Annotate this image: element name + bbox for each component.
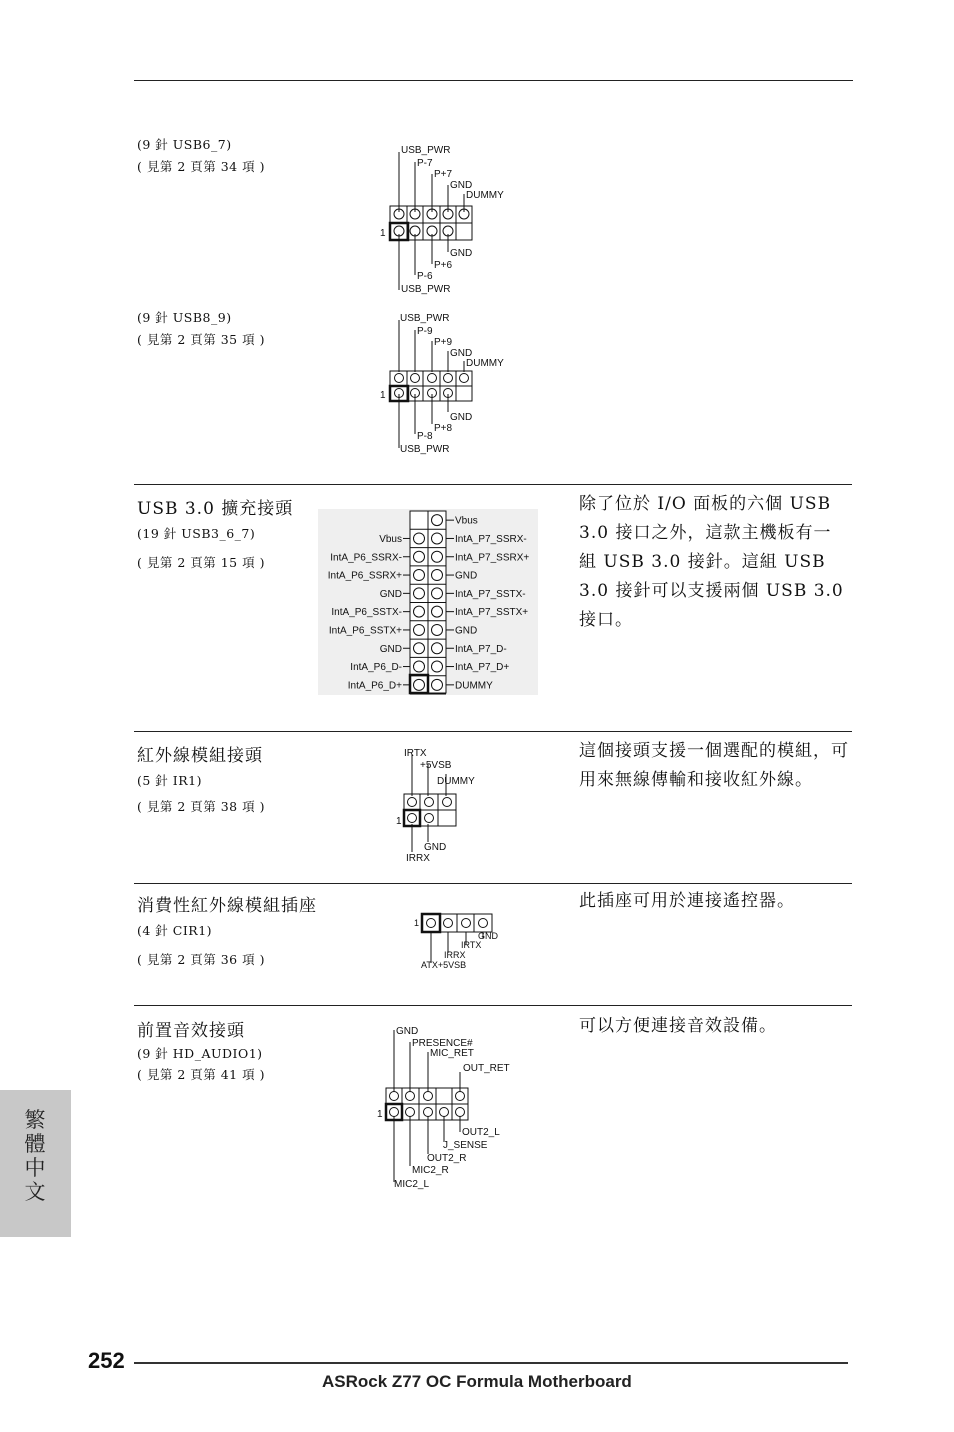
page-number: 252 [88,1348,125,1373]
usb3-pin-count: (19 針 USB3_6_7) [137,526,256,541]
label-p8: P-8 [417,431,433,442]
footer-title: ASRock Z77 OC Formula Motherboard [322,1372,632,1391]
label-gnd-top: GND [450,180,473,191]
cir-pin-count: (4 針 CIR1) [137,923,213,938]
cir-header-diagram [412,908,512,972]
label-p7-plus: P+7 [434,169,453,180]
cir-ref: ( 見第 2 頁第 36 項 ) [137,952,265,967]
label-usb-pwr-top: USB_PWR [400,313,450,324]
usb3-title: USB 3.0 擴充接頭 [137,499,294,519]
footer-rule [134,1362,848,1364]
label-pin1: 1 [396,816,402,827]
usb3-left-pin-label: IntA_P6_SSRX+ [327,570,402,582]
usb89-ref: ( 見第 2 頁第 35 項 ) [137,332,265,347]
usb67-ref: ( 見第 2 頁第 34 項 ) [137,159,265,174]
label-irtx: IRTX [461,940,482,950]
usb3-left-pin-label: IntA_P6_D+ [347,680,402,692]
usb3-left-pin-label: GND [379,588,402,600]
label-usb-pwr-bot: USB_PWR [401,284,451,295]
label-gnd: GND [396,1026,419,1037]
label-mic2-l: MIC2_L [394,1179,430,1190]
usb3-left-pin-label: IntA_P6_SSTX+ [328,625,402,637]
label-usb-pwr-top: USB_PWR [401,145,451,156]
usb3-right-pin-label: GND [455,570,478,582]
label-p7: P-7 [417,158,433,169]
label-p6: P-6 [417,271,433,282]
label-p6-plus: P+6 [434,260,453,271]
usb3-right-pin-label: IntA_P7_D+ [455,662,510,674]
usb3-header-diagram [318,509,538,695]
label-gnd: GND [424,842,447,853]
ir-header-diagram [394,744,504,864]
label-mic2-r: MIC2_R [412,1165,449,1176]
usb3-right-pin-label: IntA_P7_SSTX+ [455,607,529,619]
cir-title: 消費性紅外線模組插座 [137,896,317,916]
label-gnd-bot: GND [450,248,473,259]
cir-description: 此插座可用於連接遙控器。 [579,891,795,911]
divider-audio [134,1005,852,1006]
label-pin1: 1 [380,228,386,239]
label-p9-plus: P+9 [434,337,453,348]
usb89-pin-count: (9 針 USB8_9) [137,310,232,325]
label-out2-l: OUT2_L [462,1127,500,1138]
label-pin1: 1 [380,390,386,401]
audio-header-diagram [376,1022,516,1192]
label-dummy: DUMMY [466,358,504,369]
label-irrx: IRRX [406,853,430,864]
ir-description: 這個接頭支援一個選配的模組，可用來無線傳輸和接收紅外線。 [579,741,849,790]
label-p9: P-9 [417,326,433,337]
usb3-right-pin-label: GND [455,625,478,637]
usb3-left-pin-label: Vbus [379,533,402,545]
usb67-header-diagram [376,140,526,298]
label-pin1: 1 [414,918,420,928]
ir-pin-count: (5 針 IR1) [137,773,202,788]
label-usb-pwr-bot: USB_PWR [400,444,450,455]
divider-usb3 [134,484,852,485]
label-dummy: DUMMY [466,190,504,201]
label-atx-5vsb: ATX+5VSB [421,960,467,970]
ir-title: 紅外線模組接頭 [137,746,263,766]
label-out-ret: OUT_RET [463,1063,510,1074]
usb3-right-pin-label: IntA_P7_SSRX+ [455,552,530,564]
label-presence: PRESENCE# [412,1038,473,1049]
usb3-right-pin-label: DUMMY [455,680,493,692]
usb89-header-diagram [376,308,526,458]
usb3-ref: ( 見第 2 頁第 15 項 ) [137,555,265,570]
usb67-pin-count: (9 針 USB6_7) [137,137,232,152]
label-gnd: GND [478,931,498,941]
ir-ref: ( 見第 2 頁第 38 項 ) [137,799,265,814]
usb3-right-pin-label: IntA_P7_D- [455,643,507,655]
usb3-right-pin-label: IntA_P7_SSRX- [455,533,527,545]
divider-ir [134,731,852,732]
audio-description: 可以方便連接音效設備。 [579,1016,777,1036]
label-out2-r: OUT2_R [427,1153,467,1164]
label-irtx: IRTX [404,748,427,759]
label-mic-ret: MIC_RET [430,1048,474,1059]
usb3-left-pin-label: IntA_P6_SSTX- [331,607,402,619]
label-irrx: IRRX [444,950,466,960]
label-dummy: DUMMY [437,776,475,787]
audio-ref: ( 見第 2 頁第 41 項 ) [137,1067,265,1082]
audio-title: 前置音效接頭 [137,1021,245,1041]
label-gnd-bot: GND [450,412,473,423]
usb3-left-pin-label: IntA_P6_SSRX- [330,552,402,564]
usb3-left-pin-label: IntA_P6_D- [350,662,402,674]
top-rule [134,80,853,81]
divider-cir [134,883,852,884]
label-j-sense: J_SENSE [443,1140,488,1151]
usb3-left-pin-label: GND [379,643,402,655]
usb3-description: 除了位於 I/O 面板的六個 USB 3.0 接口之外，這款主機板有一組 USB 3.0 接針。這組 USB 3.0 接針可以支援兩個 USB 3.0 接口。 [579,494,844,630]
label-5vsb: +5VSB [420,760,452,771]
usb3-right-pin-label: IntA_P7_SSTX- [455,588,526,600]
usb3-right-pin-label: Vbus [455,515,478,527]
audio-pin-count: (9 針 HD_AUDIO1) [137,1046,263,1061]
label-gnd-top: GND [450,348,473,359]
label-pin1: 1 [377,1109,383,1120]
language-side-tab-label: 繁體中文 [24,1108,46,1204]
language-side-tab [0,1090,71,1237]
label-p8-plus: P+8 [434,423,453,434]
